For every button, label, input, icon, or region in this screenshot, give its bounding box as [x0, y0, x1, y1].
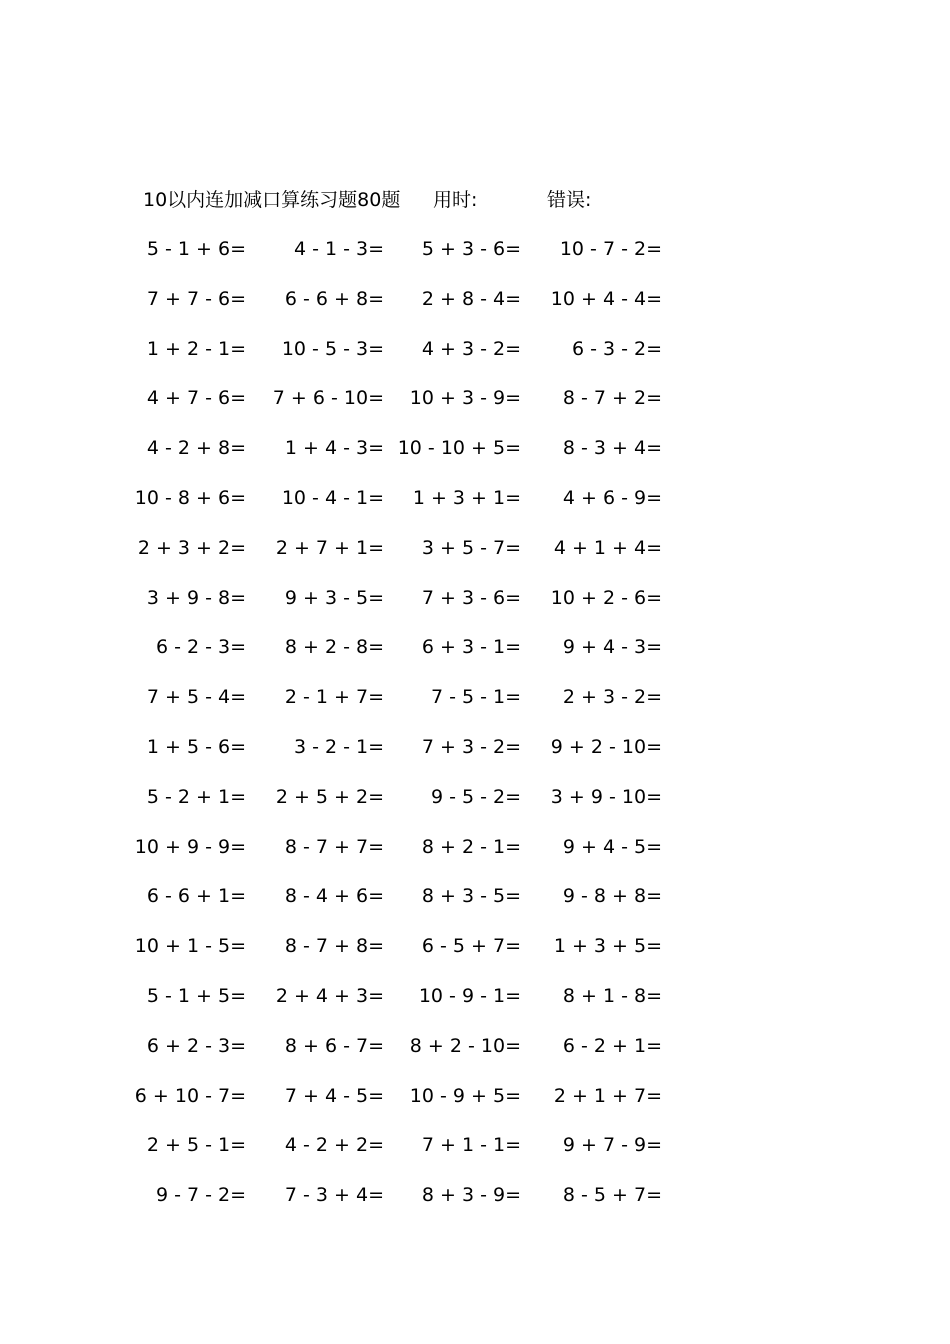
- math-problem: 6 + 10 - 7=: [134, 1084, 246, 1107]
- problem-row: [0, 236, 950, 286]
- math-problem: 8 + 2 - 1=: [421, 835, 521, 858]
- math-problem: 8 + 3 - 9=: [421, 1184, 521, 1207]
- math-problem: 2 + 5 - 1=: [146, 1134, 246, 1157]
- math-problem: 10 - 5 - 3=: [281, 337, 384, 360]
- math-problem: 2 + 4 + 3=: [275, 984, 384, 1007]
- math-problem: 9 + 4 - 5=: [562, 835, 662, 858]
- math-problem: 4 - 2 + 8=: [146, 437, 246, 460]
- math-problem: 4 - 2 + 2=: [284, 1134, 384, 1157]
- math-problem: 8 + 2 - 10=: [409, 1034, 521, 1057]
- math-problem: 1 + 3 + 5=: [553, 935, 662, 958]
- problem-grid: [0, 236, 950, 1232]
- math-problem: 9 + 3 - 5=: [284, 586, 384, 609]
- math-problem: 7 + 3 - 6=: [421, 586, 521, 609]
- math-problem: 4 + 1 + 4=: [553, 536, 662, 559]
- problem-row: [0, 784, 950, 834]
- math-problem: 10 + 2 - 6=: [550, 586, 662, 609]
- math-problem: 10 + 3 - 9=: [409, 387, 521, 410]
- math-problem: 2 + 3 - 2=: [562, 686, 662, 709]
- problem-row: [0, 933, 950, 983]
- math-problem: 9 - 5 - 2=: [430, 785, 521, 808]
- math-problem: 5 - 1 + 6=: [146, 238, 246, 260]
- math-problem: 1 + 2 - 1=: [146, 337, 246, 360]
- math-problem: 2 + 3 + 2=: [137, 536, 246, 559]
- math-problem: 4 + 3 - 2=: [421, 337, 521, 360]
- math-problem: 6 + 2 - 3=: [146, 1034, 246, 1057]
- math-problem: 2 + 8 - 4=: [421, 287, 521, 310]
- math-problem: 10 - 8 + 6=: [134, 486, 246, 509]
- math-problem: 5 - 1 + 5=: [146, 984, 246, 1007]
- math-problem: 10 + 1 - 5=: [134, 935, 246, 958]
- math-problem: 9 + 7 - 9=: [562, 1134, 662, 1157]
- problem-row: [0, 734, 950, 784]
- math-problem: 6 + 3 - 1=: [421, 636, 521, 659]
- math-problem: 9 + 2 - 10=: [550, 735, 662, 758]
- math-problem: 8 - 7 + 8=: [284, 935, 384, 958]
- math-problem: 3 - 2 - 1=: [293, 735, 384, 758]
- problem-row: [0, 883, 950, 933]
- math-problem: 1 + 5 - 6=: [146, 735, 246, 758]
- math-problem: 7 + 4 - 5=: [284, 1084, 384, 1107]
- math-problem: 4 + 7 - 6=: [146, 387, 246, 410]
- math-problem: 1 + 4 - 3=: [284, 437, 384, 460]
- problem-row: [0, 585, 950, 635]
- math-problem: 2 + 7 + 1=: [275, 536, 384, 559]
- math-problem: 5 + 3 - 6=: [421, 238, 521, 260]
- math-problem: 9 - 7 - 2=: [155, 1184, 246, 1207]
- problem-row: [0, 385, 950, 435]
- math-problem: 6 - 2 + 1=: [562, 1034, 662, 1057]
- problem-row: [0, 1033, 950, 1083]
- math-problem: 8 - 7 + 7=: [284, 835, 384, 858]
- math-problem: 10 - 9 + 5=: [409, 1084, 521, 1107]
- math-problem: 7 + 7 - 6=: [146, 287, 246, 310]
- problem-row: [0, 1182, 950, 1232]
- math-problem: 5 - 2 + 1=: [146, 785, 246, 808]
- math-problem: 8 - 7 + 2=: [562, 387, 662, 410]
- math-problem: 8 + 3 - 5=: [421, 885, 521, 908]
- problem-row: [0, 435, 950, 485]
- math-problem: 7 + 1 - 1=: [421, 1134, 521, 1157]
- math-problem: 8 + 1 - 8=: [562, 984, 662, 1007]
- math-problem: 8 - 5 + 7=: [562, 1184, 662, 1207]
- math-problem: 7 - 5 - 1=: [430, 686, 521, 709]
- math-problem: 10 - 7 - 2=: [559, 238, 662, 260]
- math-problem: 7 + 6 - 10=: [272, 387, 384, 410]
- problem-row: [0, 983, 950, 1033]
- math-problem: 9 + 4 - 3=: [562, 636, 662, 659]
- math-problem: 8 - 4 + 6=: [284, 885, 384, 908]
- error-label: 错误:: [547, 189, 592, 211]
- math-problem: 7 + 3 - 2=: [421, 735, 521, 758]
- math-problem: 9 - 8 + 8=: [562, 885, 662, 908]
- math-problem: 7 + 5 - 4=: [146, 686, 246, 709]
- problem-row: [0, 684, 950, 734]
- math-problem: 3 + 9 - 10=: [550, 785, 662, 808]
- math-problem: 3 + 5 - 7=: [421, 536, 521, 559]
- math-problem: 10 - 4 - 1=: [281, 486, 384, 509]
- time-label: 用时:: [433, 189, 478, 211]
- math-problem: 8 - 3 + 4=: [562, 437, 662, 460]
- math-problem: 4 - 1 - 3=: [293, 238, 384, 260]
- math-problem: 2 - 1 + 7=: [284, 686, 384, 709]
- math-problem: 6 - 2 - 3=: [155, 636, 246, 659]
- math-problem: 6 - 5 + 7=: [421, 935, 521, 958]
- worksheet-header: [143, 187, 843, 213]
- math-problem: 7 - 3 + 4=: [284, 1184, 384, 1207]
- math-problem: 10 + 4 - 4=: [550, 287, 662, 310]
- math-problem: 6 - 6 + 8=: [284, 287, 384, 310]
- math-problem: 2 + 5 + 2=: [275, 785, 384, 808]
- problem-row: [0, 286, 950, 336]
- math-problem: 6 - 3 - 2=: [571, 337, 662, 360]
- problem-row: [0, 1132, 950, 1182]
- problem-row: [0, 1083, 950, 1133]
- problem-row: [0, 535, 950, 585]
- problem-row: [0, 834, 950, 884]
- math-problem: 8 + 2 - 8=: [284, 636, 384, 659]
- worksheet-title: 10以内连加减口算练习题80题: [143, 189, 401, 211]
- math-problem: 6 - 6 + 1=: [146, 885, 246, 908]
- math-problem: 4 + 6 - 9=: [562, 486, 662, 509]
- math-problem: 10 + 9 - 9=: [134, 835, 246, 858]
- math-problem: 10 - 10 + 5=: [397, 437, 521, 460]
- math-problem: 3 + 9 - 8=: [146, 586, 246, 609]
- math-problem: 2 + 1 + 7=: [553, 1084, 662, 1107]
- problem-row: [0, 336, 950, 386]
- math-problem: 10 - 9 - 1=: [418, 984, 521, 1007]
- problem-row: [0, 634, 950, 684]
- math-problem: 1 + 3 + 1=: [412, 486, 521, 509]
- math-problem: 8 + 6 - 7=: [284, 1034, 384, 1057]
- problem-row: [0, 485, 950, 535]
